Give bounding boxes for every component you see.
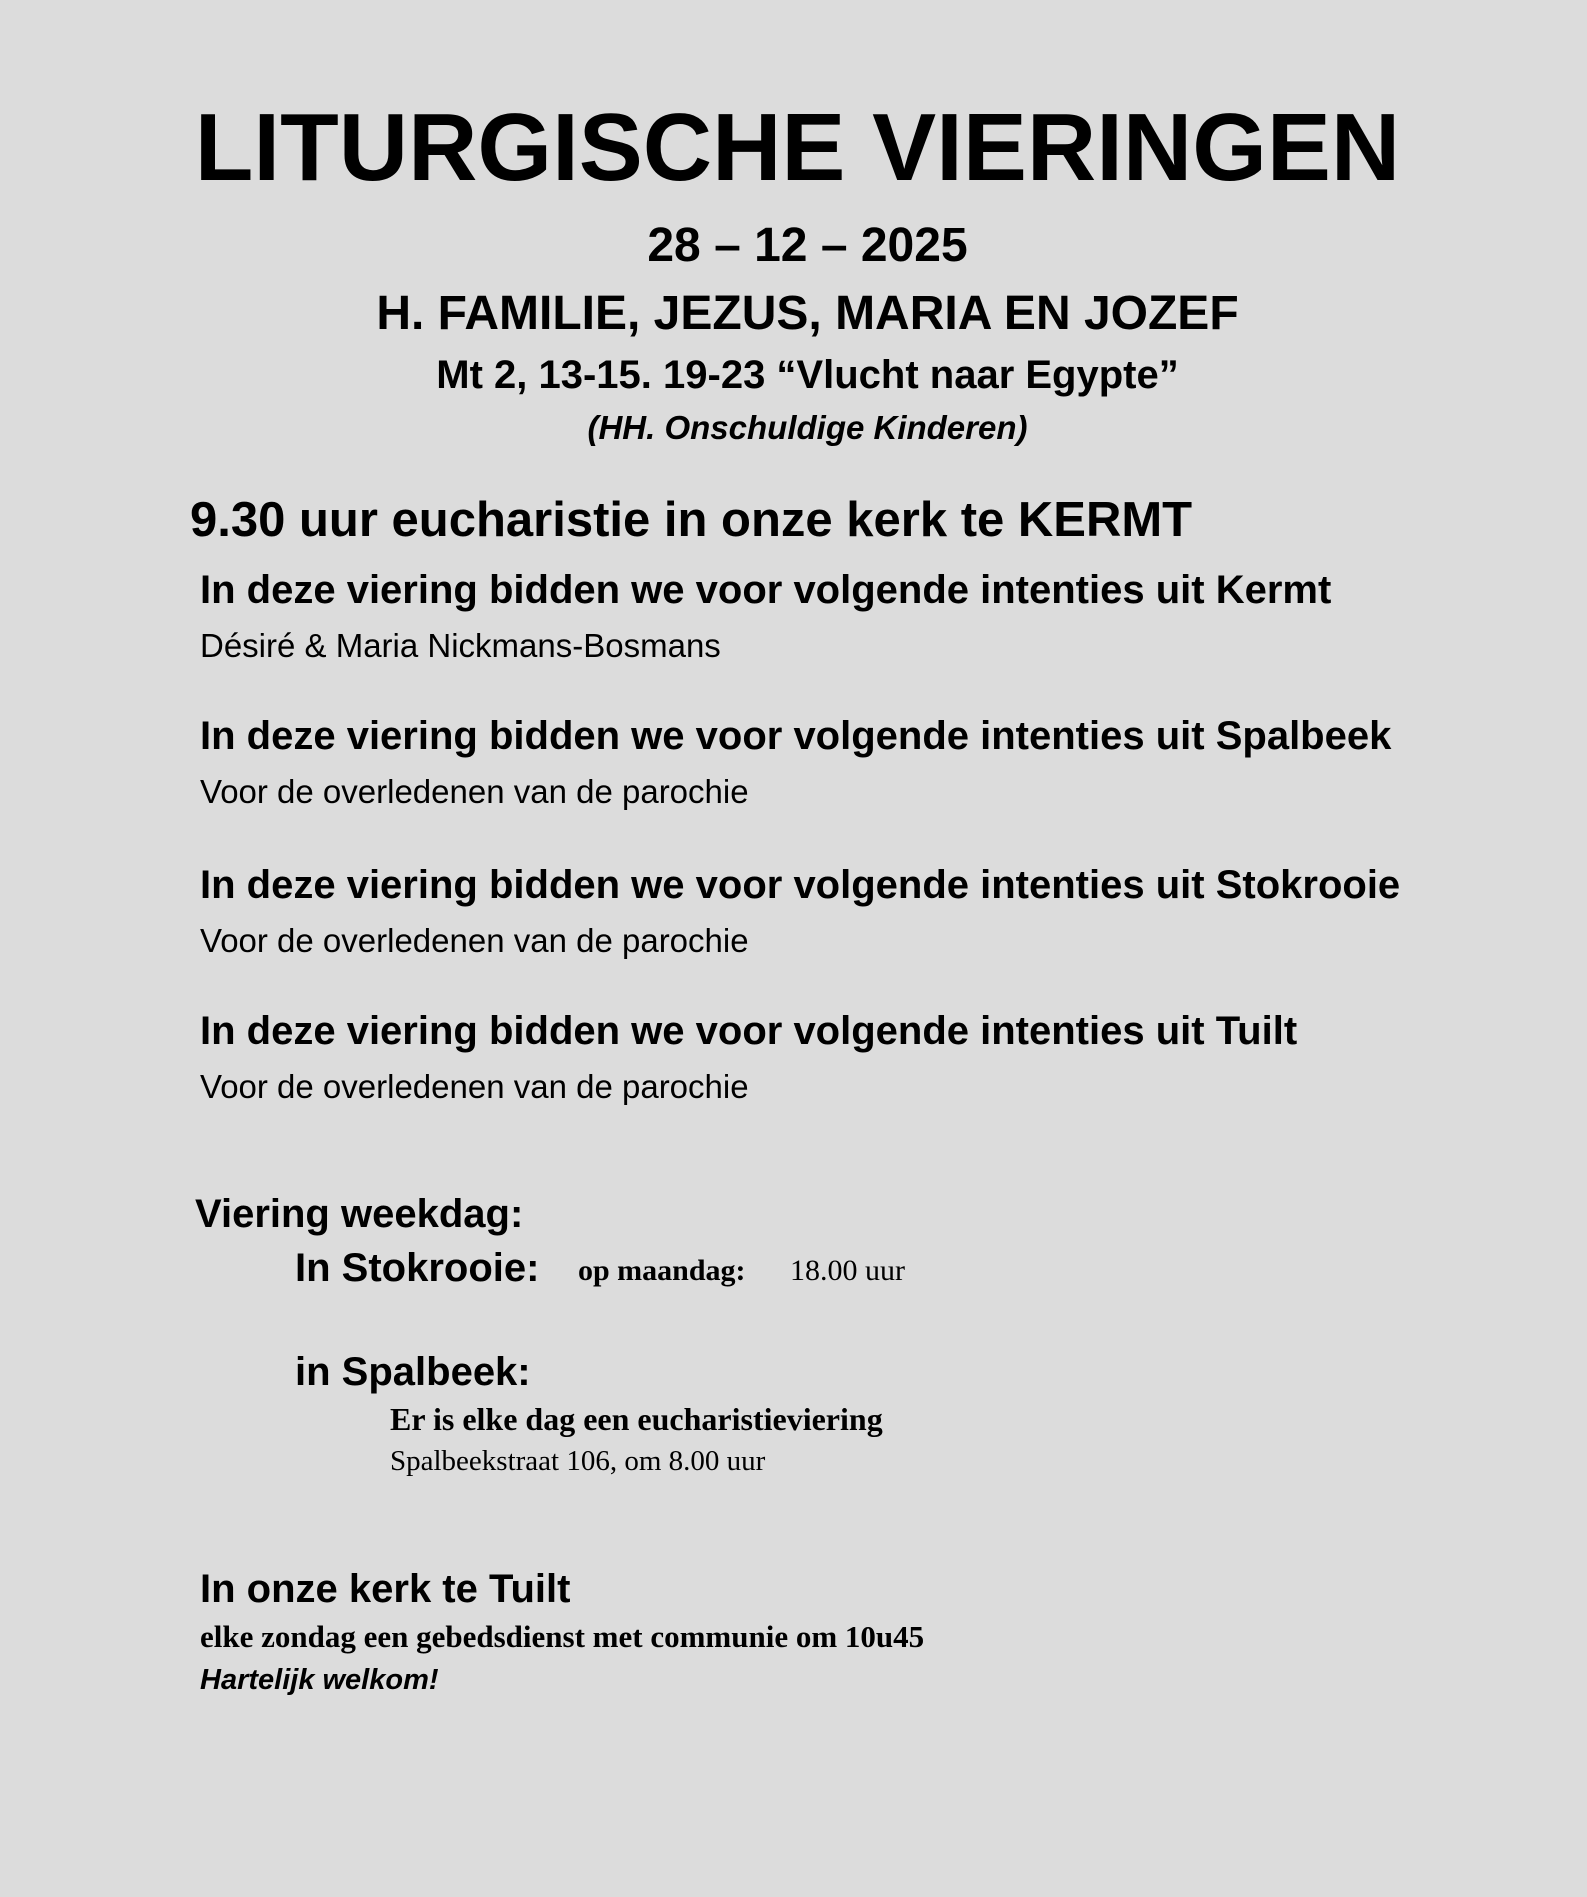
stokrooie-label: In Stokrooie:: [295, 1246, 540, 1290]
intention-heading-tuilt: In deze viering bidden we voor volgende intenties uit Tuilt: [200, 1009, 1298, 1053]
welcome-text: Hartelijk welkom!: [200, 1664, 439, 1696]
intention-text-stokrooie: Voor de overledenen van de parochie: [200, 922, 749, 959]
gospel-reading: Mt 2, 13-15. 19-23 “Vlucht naar Egypte”: [436, 353, 1179, 397]
spalbeek-daily-mass: Er is elke dag een eucharistieviering: [390, 1401, 883, 1437]
intention-text-kermt: Désiré & Maria Nickmans-Bosmans: [200, 627, 721, 664]
intention-text-tuilt: Voor de overledenen van de parochie: [200, 1068, 749, 1105]
mass-heading: 9.30 uur eucharistie in onze kerk te KERMT: [190, 493, 1193, 547]
intention-text-spalbeek: Voor de overledenen van de parochie: [200, 773, 749, 810]
weekday-heading: Viering weekdag:: [195, 1192, 524, 1236]
feast-note: (HH. Onschuldige Kinderen): [587, 409, 1028, 446]
celebration-date: 28 – 12 – 2025: [647, 219, 968, 272]
page-title: LITURGISCHE VIERINGEN: [194, 94, 1401, 201]
spalbeek-address: Spalbeekstraat 106, om 8.00 uur: [390, 1445, 766, 1477]
tuilt-heading: In onze kerk te Tuilt: [200, 1567, 571, 1611]
intention-heading-stokrooie: In deze viering bidden we voor volgende intenties uit Stokrooie: [200, 863, 1401, 907]
tuilt-service: elke zondag een gebedsdienst met communie om 10u45: [200, 1619, 925, 1654]
feast-name: H. FAMILIE, JEZUS, MARIA EN JOZEF: [376, 287, 1239, 340]
intention-heading-spalbeek: In deze viering bidden we voor volgende intenties uit Spalbeek: [200, 714, 1392, 758]
stokrooie-day: op maandag:: [578, 1254, 746, 1287]
stokrooie-time: 18.00 uur: [790, 1254, 905, 1287]
intention-heading-kermt: In deze viering bidden we voor volgende intenties uit Kermt: [200, 568, 1332, 612]
spalbeek-label: in Spalbeek:: [295, 1350, 531, 1394]
